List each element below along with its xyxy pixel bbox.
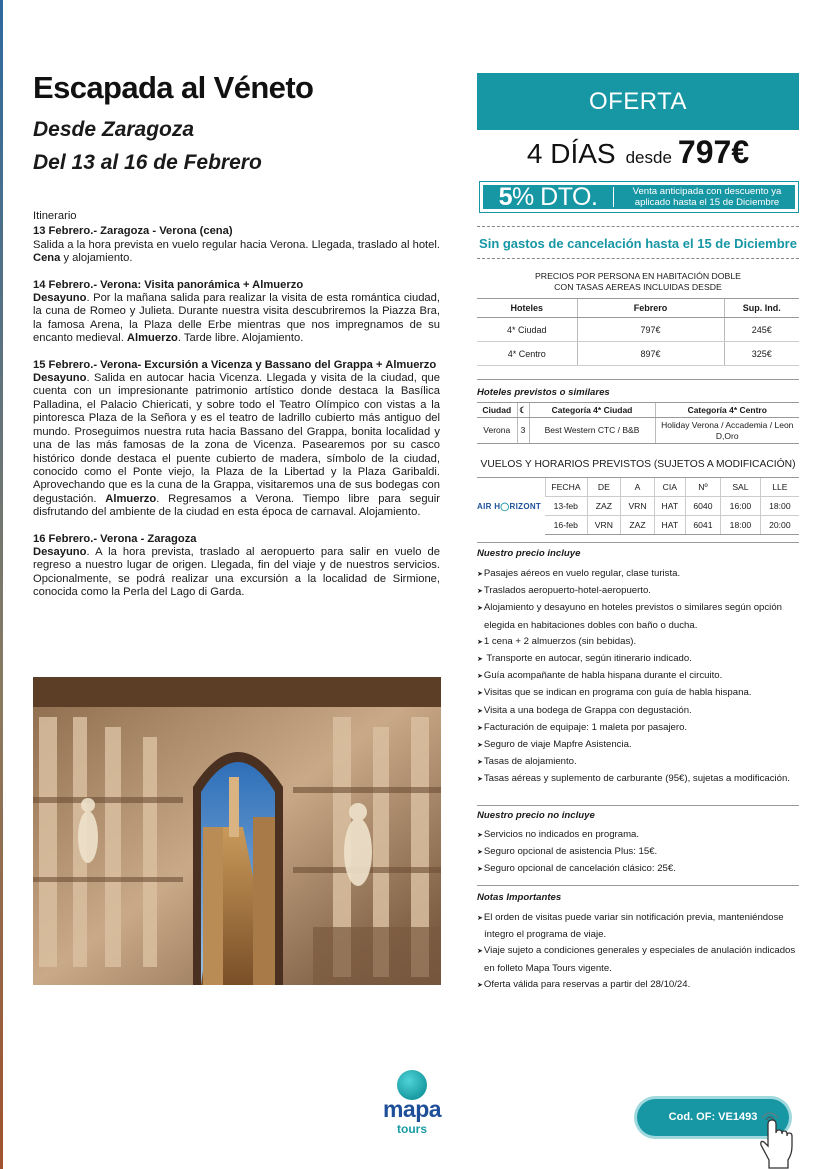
day-text: Desayuno. A la hora prevista, traslado al aeropuerto para salir en vuelo de regreso a nuestro lugar de origen. Llegada, fin del viaje y de nuestros servicios. Opcionalmente, se podrá realizar una excursión a la localidad de Sirmione, conocida como la Perla del Lago di Garda. (33, 545, 440, 599)
offer-code-button[interactable]: Cod. OF: VE1493 (637, 1099, 789, 1136)
notes-list (477, 910, 801, 994)
hotels-table: Ciudad ☾ Categoría 4* Ciudad Categoría 4* Centro Verona 3 Best Western CTC / B&B Holiday Verona / Accademia / Leon D,Oro (477, 402, 799, 444)
day-title: 15 Febrero.- Verona- Excursión a Vicenza y Bassano del Grappa + Almuerzo (33, 358, 437, 371)
list-item: ➤ Oferta válida para reservas a partir del 28/10/24. (477, 977, 801, 994)
headline-price: 797€ (677, 134, 750, 170)
airline-logo: AIR H◯RIZONT (477, 478, 545, 535)
offer-banner: OFERTA (477, 73, 799, 130)
left-color-strip (0, 0, 3, 1169)
itinerary-day (33, 533, 440, 600)
includes-list (477, 566, 801, 789)
list-item: ➤ Visitas que se indican en programa con guía de habla hispana. (477, 685, 801, 702)
discount-label: 5% DTO. (498, 182, 598, 211)
list-item: ➤ Guía acompañante de habla hispana durante el circuito. (477, 668, 801, 685)
list-item: ➤ Alojamiento y desayuno en hoteles previstos o similares según opción elegida en habitaciones dobles con baño o ducha. (477, 600, 801, 633)
flights-table: AIR H◯RIZONT FECHA DE A CIA Nº SAL LLE 13-feb ZAZ VRN HAT 6040 16:00 18:00 16-feb VRN ZAZ HAT 6041 18:00 20:00 (477, 477, 799, 535)
table-row: 16-feb VRN ZAZ HAT 6041 18:00 20:00 (477, 516, 799, 535)
hotels-title: Hoteles previstos o similares (477, 387, 610, 398)
table-row: Verona 3 Best Western CTC / B&B Holiday Verona / Accademia / Leon D,Oro (477, 418, 799, 444)
excludes-list (477, 827, 801, 879)
cancellation-notice: Sin gastos de cancelación hasta el 15 de Diciembre (477, 226, 799, 259)
day-text: Salida a la hora prevista en vuelo regular hacia Verona. Llegada, traslado al hotel. Cena y alojamiento. (33, 238, 440, 265)
list-item: ➤ Tasas de alojamiento. (477, 754, 801, 771)
departure-city: Desde Zaragoza (33, 118, 195, 141)
list-item: ➤ Facturación de equipaje: 1 maleta por pasajero. (477, 720, 801, 737)
discount-note: Venta anticipada con descuento ya aplicado hasta el 15 de Diciembre (632, 186, 782, 208)
list-item: ➤ 1 cena + 2 almuerzos (sin bebidas). (477, 634, 801, 651)
trip-length: 4 DÍAS (526, 138, 616, 169)
list-item: ➤ Servicios no indicados en programa. (477, 827, 801, 844)
list-item: ➤ Seguro opcional de asistencia Plus: 15€. (477, 844, 801, 861)
price-table (477, 298, 799, 366)
discount-box (479, 181, 799, 213)
table-row: 13-feb ZAZ VRN HAT 6040 16:00 18:00 (477, 497, 799, 516)
divider (477, 805, 799, 806)
day-title: 16 Febrero.- Verona - Zaragoza (33, 532, 197, 545)
page-title: Escapada al Véneto (33, 70, 314, 105)
list-item: ➤ Traslados aeropuerto-hotel-aeropuerto. (477, 583, 801, 600)
list-item: ➤ Visita a una bodega de Grappa con degustación. (477, 703, 801, 720)
list-item: ➤ El orden de visitas puede variar sin notificación previa, manteniéndose íntegro el programa de viaje. (477, 910, 801, 943)
column-header: Hoteles (477, 299, 577, 318)
itinerary-heading: Itinerario (33, 210, 77, 222)
divider (477, 379, 799, 380)
itinerary-day (33, 359, 440, 520)
list-item: ➤ Transporte en autocar, según itinerario indicado. (477, 651, 801, 668)
flights-title: VUELOS Y HORARIOS PREVISTOS (SUJETOS A MODIFICACIÓN) (480, 459, 796, 470)
list-item: ➤ Seguro de viaje Mapfre Asistencia. (477, 737, 801, 754)
travel-dates: Del 13 al 16 de Febrero (33, 151, 262, 174)
notes-title: Notas Importantes (477, 892, 562, 903)
itinerary (33, 210, 440, 613)
prices-heading: PRECIOS POR PERSONA EN HABITACIÓN DOBLE CON TASAS AEREAS INCLUIDAS DESDE (535, 271, 741, 292)
day-title: 14 Febrero.- Verona: Visita panorámica + Almuerzo (33, 278, 304, 291)
teatro-olimpico-photo (33, 677, 441, 985)
day-text: Desayuno. Por la mañana salida para realizar la visita de esta romántica ciudad, la cuna de Romeo y Julieta. Durante nuestra visita descubriremos la Piazza Bra, la famosa Arena, la Plaza delle Erbe mientras que nos impregnamos de su encanto medieval. Almuerzo. Tarde libre. Alojamiento. (33, 292, 440, 345)
from-label: desde (625, 148, 672, 167)
mapa-tours-logo (372, 1070, 452, 1136)
list-item: ➤ Viaje sujeto a condiciones generales y especiales de anulación indicados en folleto Mapa Tours vigente. (477, 943, 801, 976)
list-item: ➤ Seguro opcional de cancelación clásico: 25€. (477, 861, 801, 878)
table-row: 4* Centro 897€ 325€ (477, 342, 799, 366)
pointer-hand-icon (756, 1112, 796, 1169)
price-headline (477, 134, 799, 171)
divider (613, 187, 614, 207)
divider (477, 542, 799, 543)
itinerary-day (33, 279, 440, 346)
includes-title: Nuestro precio incluye (477, 548, 581, 559)
excludes-title: Nuestro precio no incluye (477, 810, 595, 821)
list-item: ➤ Pasajes aéreos en vuelo regular, clase turista. (477, 566, 801, 583)
logo-subtext: tours (397, 1122, 427, 1136)
table-row: 4* Ciudad 797€ 245€ (477, 318, 799, 342)
day-title: 13 Febrero.- Zaragoza - Verona (cena) (33, 225, 233, 238)
column-header: Febrero (577, 299, 724, 318)
list-item: ➤ Tasas aéreas y suplemento de carburante (95€), sujetas a modificación. (477, 771, 801, 788)
logo-wordmark: mapa (382, 1096, 442, 1122)
column-header: Sup. Ind. (724, 299, 799, 318)
itinerary-day (33, 225, 440, 265)
divider (477, 885, 799, 886)
day-text: Desayuno. Salida en autocar hacia Vicenza. Llegada y visita de la ciudad, que cuenta con un impresionante patrimonio artístico donde destaca la Basílica Palladina, el Palacio Chiericati, y sobre todo el Teatro Olímpico con vistas a la pintoresca Plaza de la Señora y es el teatro de ladrillo cubierto más antiguo del mundo. Proseguimos nuestra ruta hacia Bassano del Grappa, bonita localidad y una de las más famosas de la zona de Vicenza. Pasearemos por su casco histórico donde destaca el puente cubierto de madera, símbolo de la ciudad, conocido como el Ponte viejo, la Plaza de la Libertad y la Plaza Garibaldi. Aprovechando que es la cuna de la Grappa, visitaremos una de sus bodegas con degustación. Almuerzo. Regresamos a Verona. Tiempo libre para seguir disfrutando del ambiente de la ciudad en esta época de carnaval. Alojamiento. (33, 372, 440, 519)
